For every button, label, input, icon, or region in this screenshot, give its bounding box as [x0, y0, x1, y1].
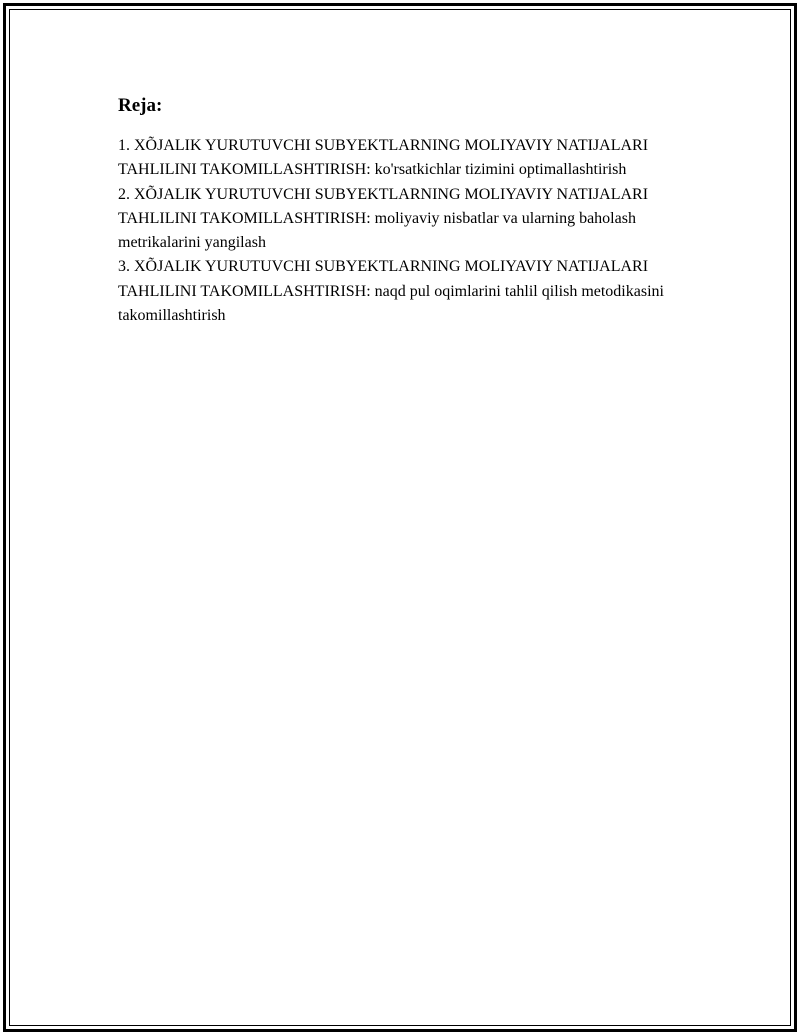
plan-heading: Reja:: [118, 95, 163, 116]
plan-item-2: 2. XÕJALIK YURUTUVCHI SUBYEKTLARNING MOLIYAVIY NATIJALARI TAHLILINI TAKOMILLASHTIRISH: moliyaviy nisbatlar va ularning baholash metrikalarini yangilash: [118, 185, 649, 252]
plan-list: [118, 134, 698, 328]
plan-item-1: 1. XÕJALIK YURUTUVCHI SUBYEKTLARNING MOLIYAVIY NATIJALARI TAHLILINI TAKOMILLASHTIRISH: ko'rsatkichlar tizimini optimallashtirish: [118, 137, 649, 179]
plan-item-3: 3. XÕJALIK YURUTUVCHI SUBYEKTLARNING MOLIYAVIY NATIJALARI TAHLILINI TAKOMILLASHTIRISH: naqd pul oqimlarini tahlil qilish metodikasini takomillashtirish: [118, 258, 664, 325]
document-content: [118, 94, 698, 328]
